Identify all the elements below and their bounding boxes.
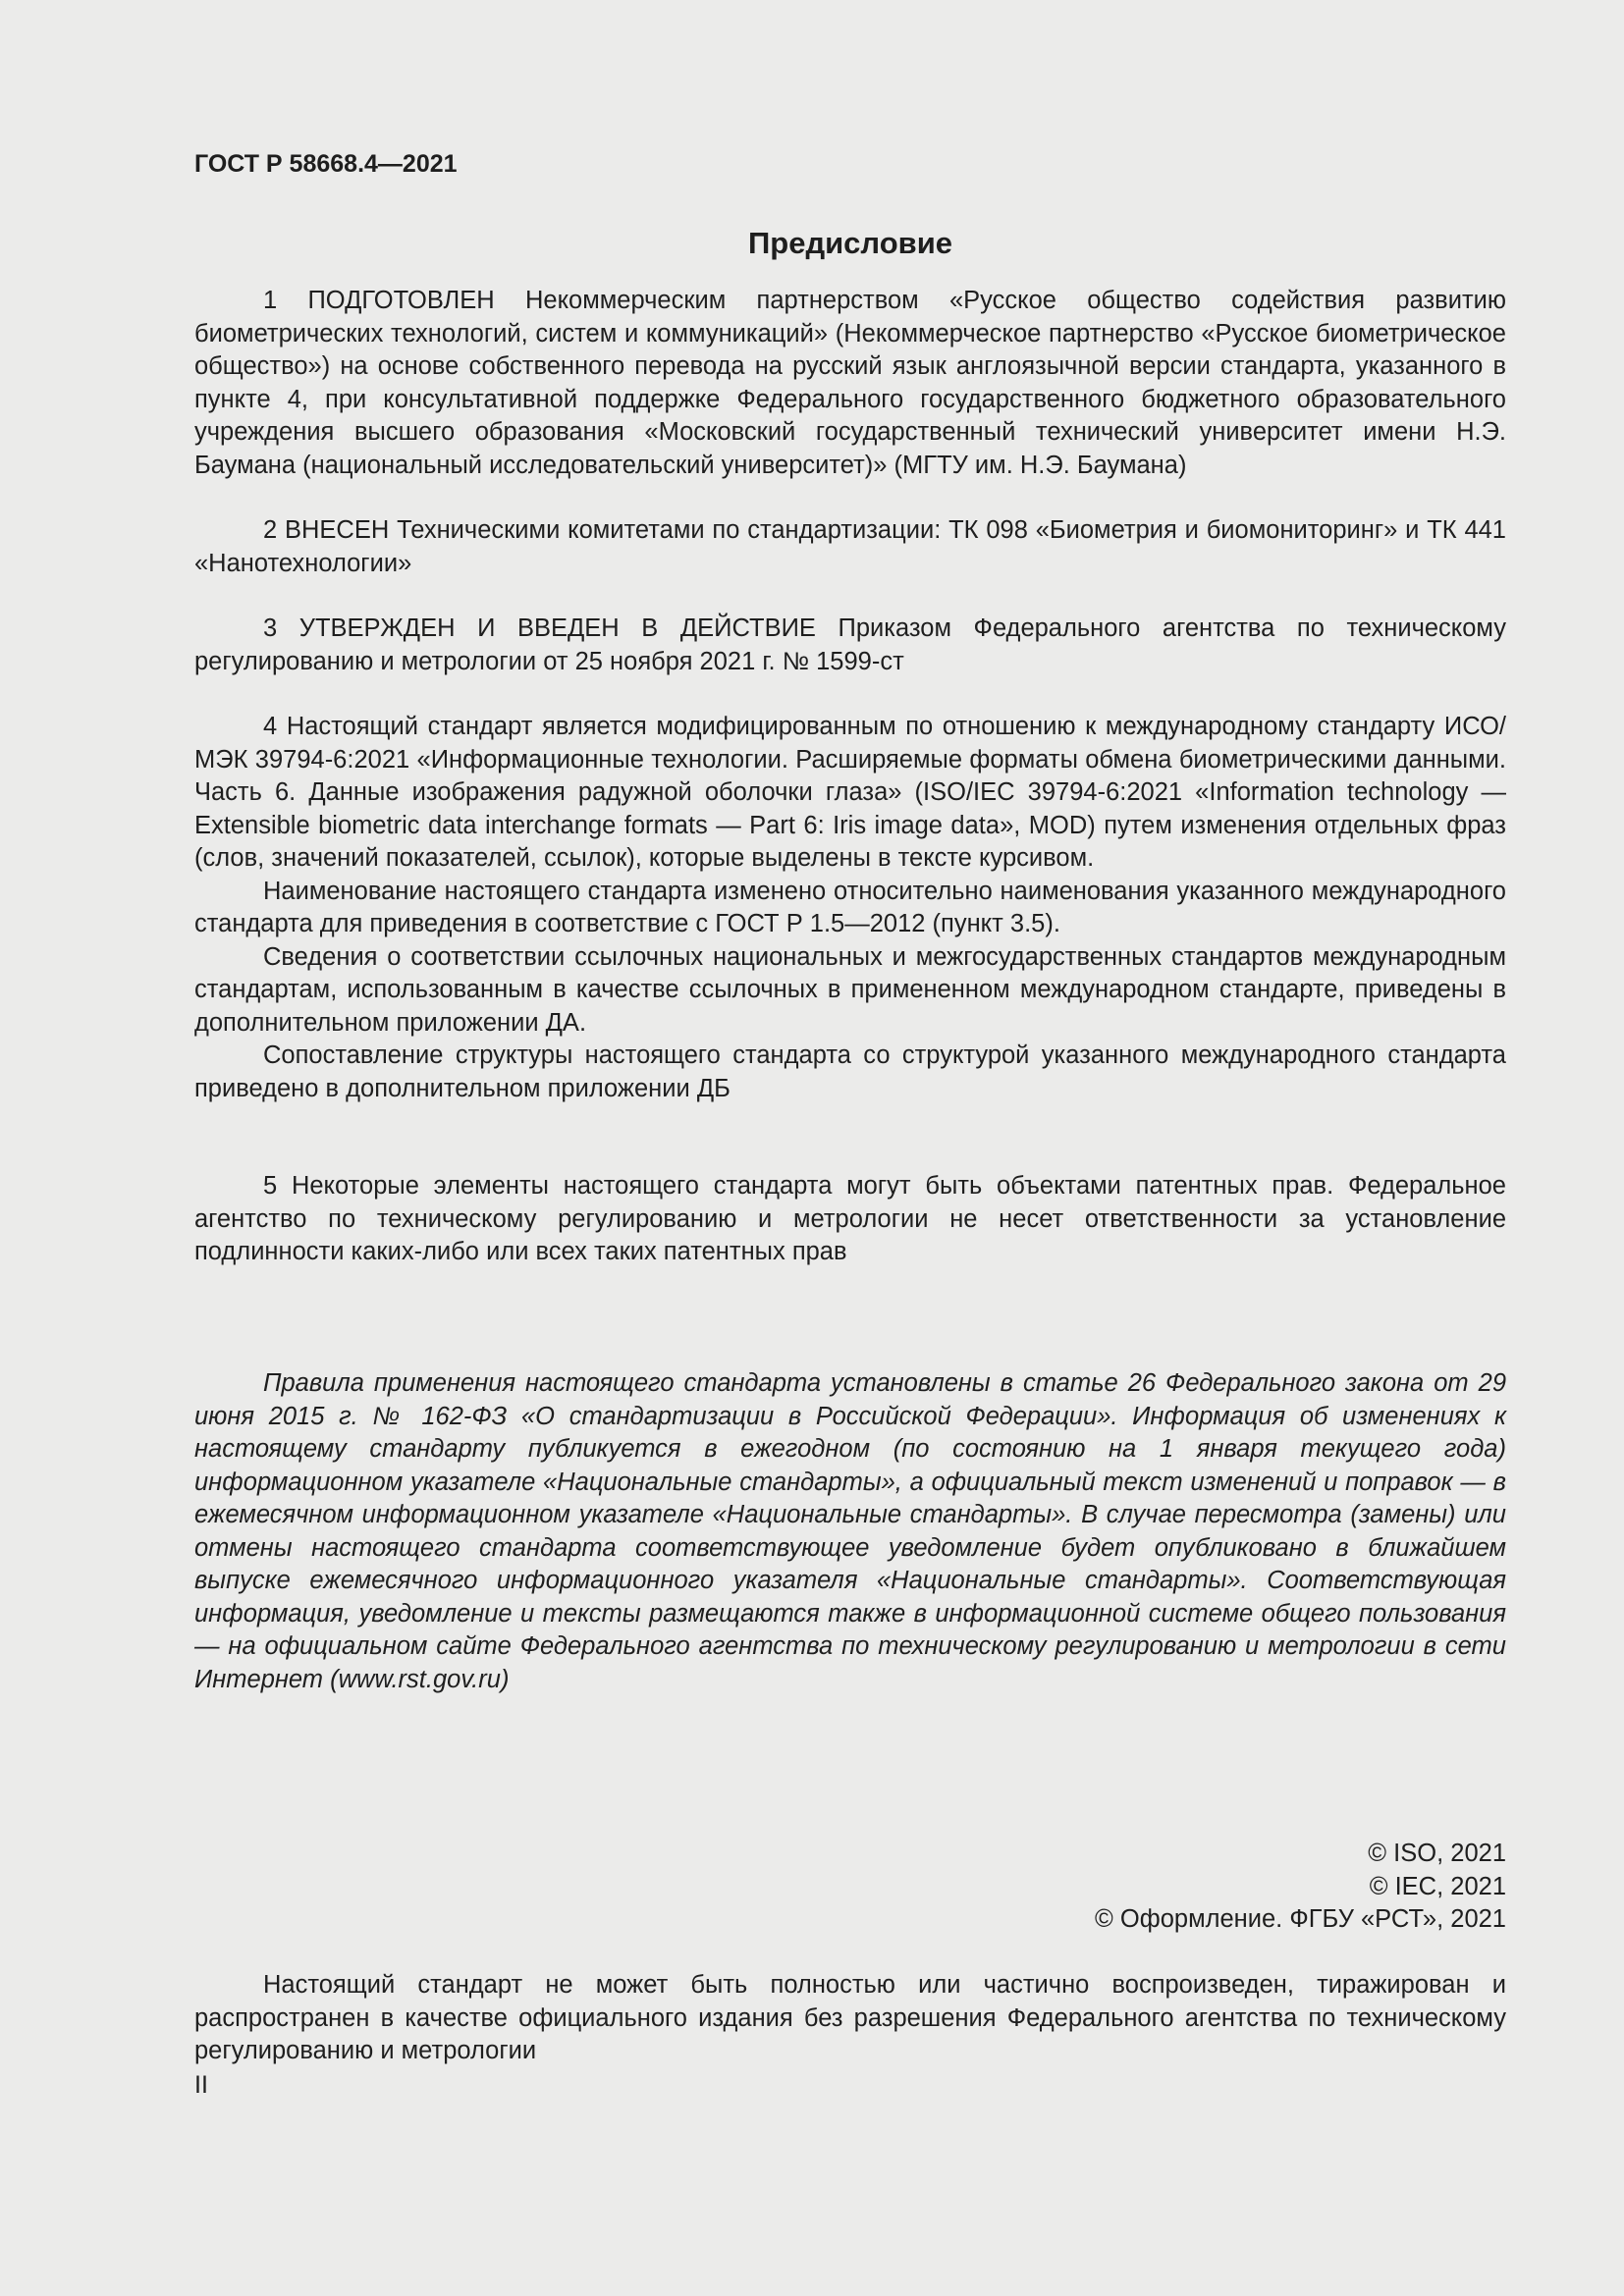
item-1-paragraph: 1 ПОДГОТОВЛЕН Некоммерческим партнерством «Русское общество содействия развитию биометрических технологий, систем и коммуникаций» (Некоммерческое партнерство «Русское биометрическое общество») на основе собственного перевода на русский язык англоязычной версии стандарта, указанного в пункте 4, при консультативной поддержке Федерального государственного бюджетного образовательного учреждения высшего образования «Московский государственный технический университет имени Н.Э. Баумана (национальный исследовательский университет)» (МГТУ им. Н.Э. Баумана) — [194, 287, 1506, 479]
item-4-paragraph-4: Сопоставление структуры настоящего стандарта со структурой указанного международного стандарта приведено в дополнительном приложении ДБ — [194, 1041, 1506, 1102]
document-page — [194, 147, 1506, 2099]
reproduction-notice-block — [194, 1969, 1506, 2068]
rules-notice: Правила применения настоящего стандарта установлены в статье 26 Федерального закона от 29 июня 2015 г. № 162-ФЗ «О стандартизации в Российской Федерации». Информация об изменениях к настоящему стандарту публикуется в ежегодном (по состоянию на 1 января текущего года) информационном указателе «Национальные стандарты», а официальный текст изменений и поправок — в ежемесячном информационном указателе «Национальные стандарты». В случае пересмотра (замены) или отмены настоящего стандарта соответствующее уведомление будет опубликовано в ближайшем выпуске ежемесячного информационного указателя «Национальные стандарты». Соответствующая информация, уведомление и тексты размещаются также в информационной системе общего пользования — на официальном сайте Федерального агентства по техническому регулированию и метрологии в сети Интернет (www.rst.gov.ru) — [194, 1369, 1506, 1693]
page-title: Предисловие — [747, 226, 952, 260]
item-4-paragraph-1: 4 Настоящий стандарт является модифицированным по отношению к международному стандарту ИСО/МЭК 39794-6:2021 «Информационные технологии. Расширяемые форматы обмена биометрическими данными. Часть 6. Данные изображения радужной оболочки глаза» (ISO/IEC 39794-6:2021 «Information technology — Extensible biometric data interchange formats — Part 6: Iris image data», MOD) путем изменения отдельных фраз (слов, значений показателей, ссылок), которые выделены в тексте курсивом. — [194, 713, 1506, 872]
item-4-paragraph-3: Сведения о соответствии ссылочных национальных и межгосударственных стандартов международным стандартам, использованным в качестве ссылочных в примененном международном стандарте, приведены в дополнительном приложении ДА. — [194, 942, 1506, 1037]
copyright-line-rst: © Оформление. ФГБУ «РСТ», 2021 — [1095, 1905, 1506, 1933]
copyright-block — [194, 1838, 1506, 1937]
item-5 — [194, 1170, 1506, 1269]
item-5-paragraph: 5 Некоторые элементы настоящего стандарта могут быть объектами патентных прав. Федеральное агентство по техническому регулированию и метрологии не несет ответственности за установление подлинности каких-либо или всех таких патентных прав — [194, 1172, 1506, 1265]
rules-notice-block — [194, 1367, 1506, 1696]
page-number: II — [194, 2071, 208, 2099]
item-2 — [194, 514, 1506, 580]
reproduction-notice: Настоящий стандарт не может быть полностью или частично воспроизведен, тиражирован и распространен в качестве официального издания без разрешения Федерального агентства по техническому регулированию и метрологии — [194, 1971, 1506, 2064]
item-4-paragraph-2: Наименование настоящего стандарта изменено относительно наименования указанного международного стандарта для приведения в соответствие с ГОСТ Р 1.5—2012 (пункт 3.5). — [194, 877, 1506, 937]
item-2-paragraph: 2 ВНЕСЕН Техническими комитетами по стандартизации: ТК 098 «Биометрия и биомониторинг» и ТК 441 «Нанотехнологии» — [194, 516, 1506, 577]
page-title-block — [194, 224, 1506, 263]
copyright-line-iec: © IEC, 2021 — [1369, 1872, 1506, 1900]
item-1 — [194, 285, 1506, 482]
item-4 — [194, 711, 1506, 1105]
document-code: ГОСТ Р 58668.4—2021 — [194, 150, 458, 178]
item-3 — [194, 613, 1506, 678]
item-3-paragraph: 3 УТВЕРЖДЕН И ВВЕДЕН В ДЕЙСТВИЕ Приказом Федерального агентства по техническому регулированию и метрологии от 25 ноября 2021 г. № 1599-ст — [194, 614, 1506, 675]
copyright-line-iso: © ISO, 2021 — [1368, 1840, 1506, 1867]
